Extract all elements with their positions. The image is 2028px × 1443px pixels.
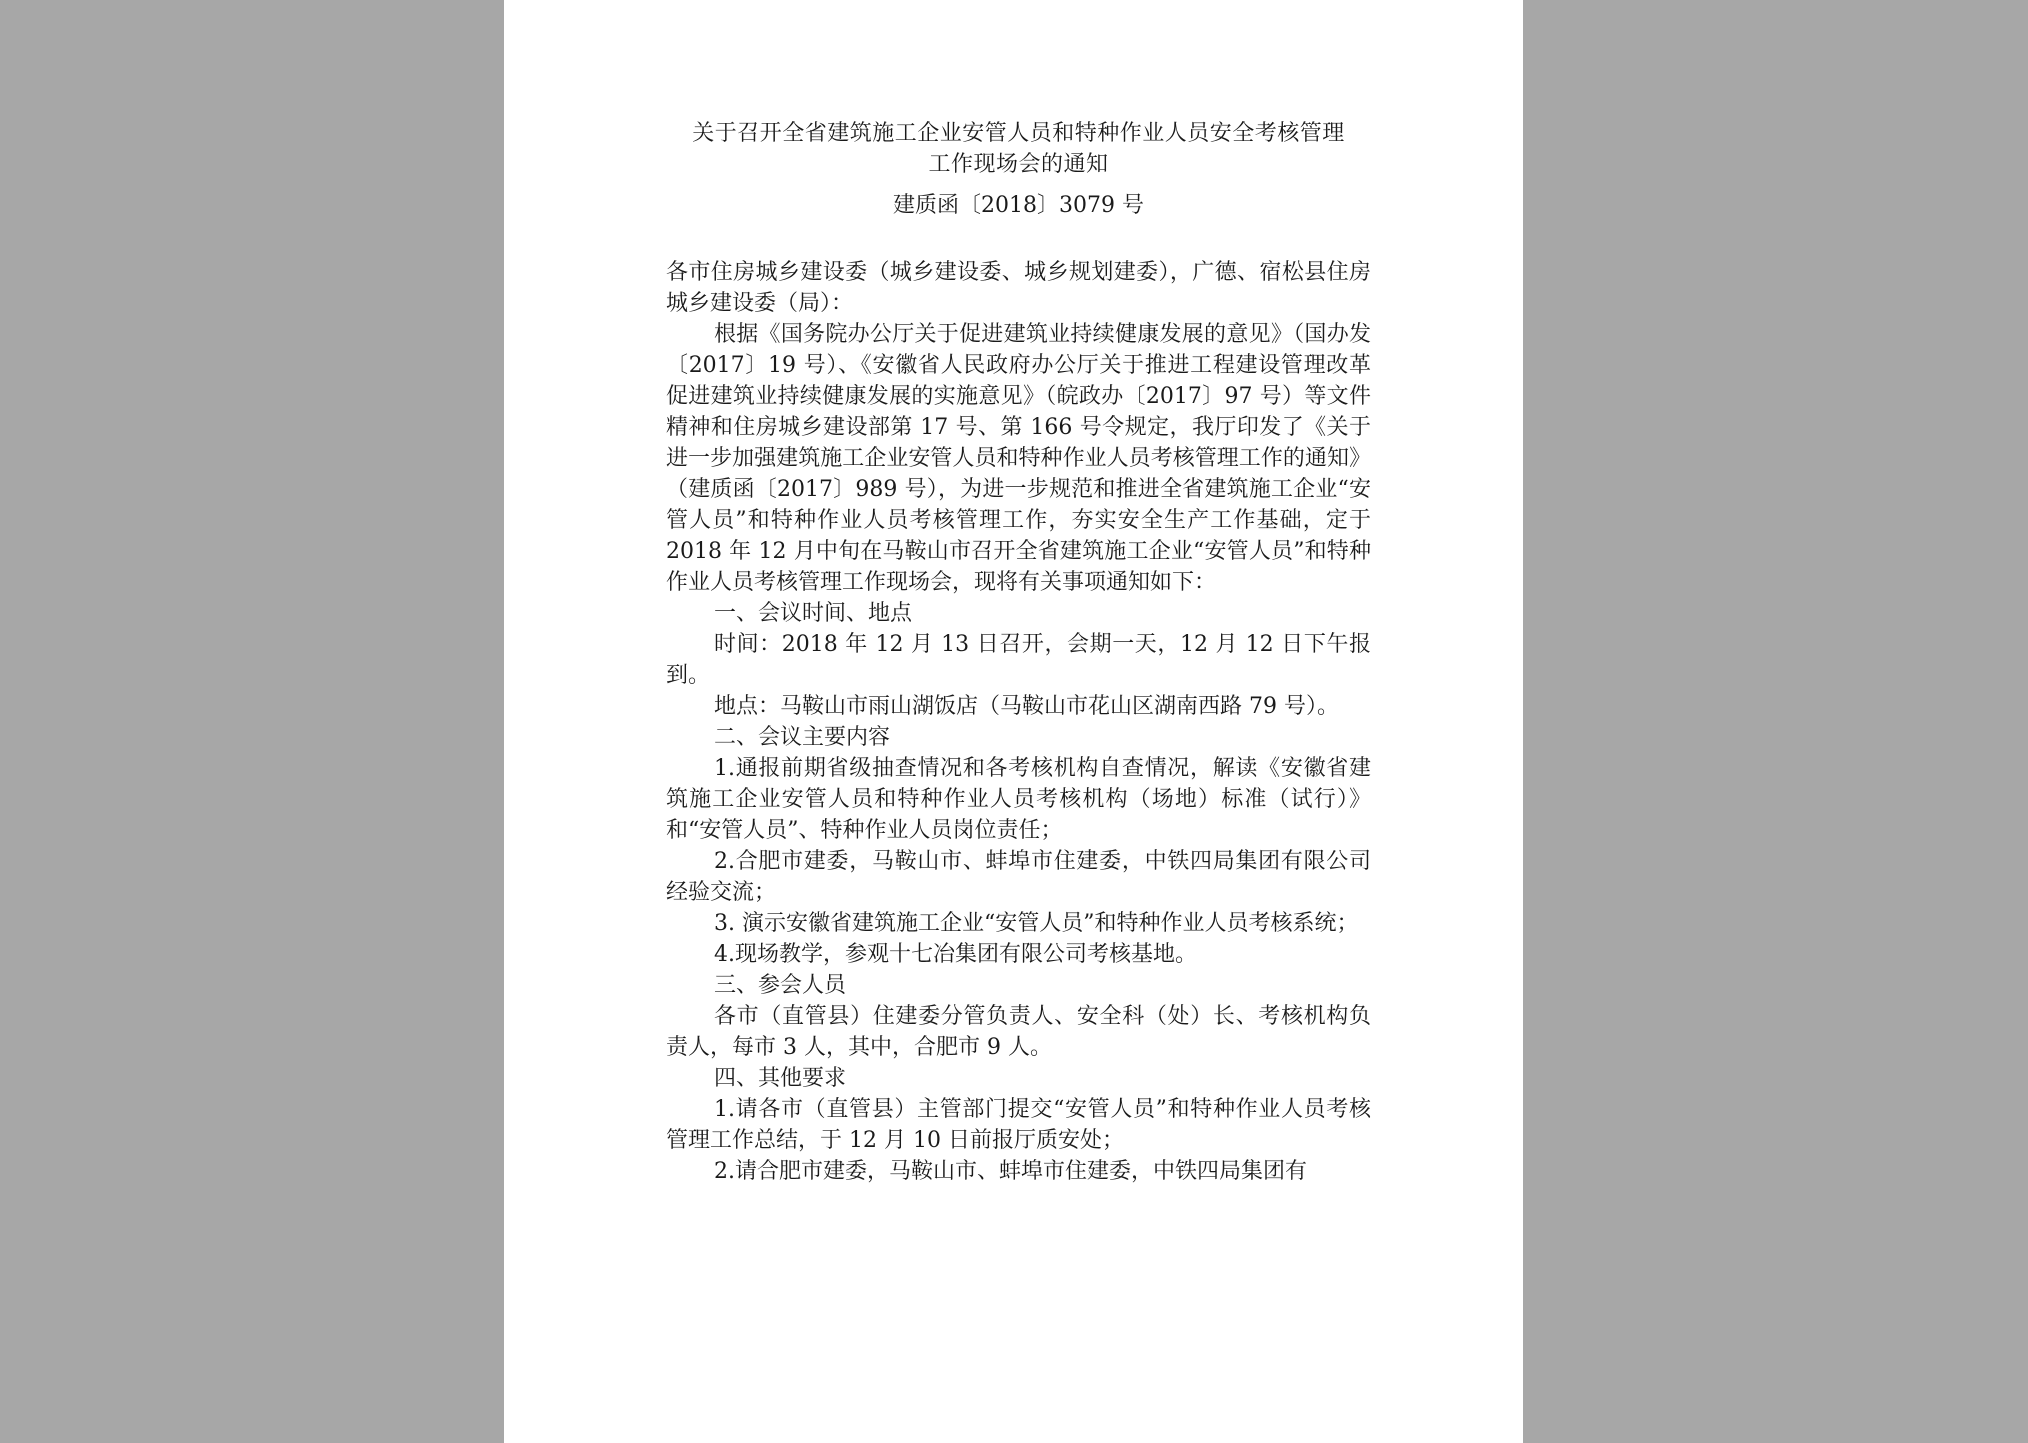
document-title — [666, 118, 1371, 180]
content-item-1: 1.通报前期省级抽查情况和各考核机构自查情况，解读《安徽省建筑施工企业安管人员和特种作业人员考核机构（场地）标准（试行）》和“安管人员”、特种作业人员岗位责任； — [666, 756, 1371, 843]
meeting-time: 时间：2018 年 12 月 13 日召开，会期一天，12 月 12 日下午报到。 — [666, 632, 1371, 688]
requirement-item-1: 1.请各市（直管县）主管部门提交“安管人员”和特种作业人员考核管理工作总结，于 12 月 10 日前报厅质安处； — [666, 1097, 1371, 1153]
requirement-item-2: 2.请合肥市建委，马鞍山市、蚌埠市住建委，中铁四局集团有 — [714, 1159, 1307, 1184]
section-heading-attendees: 三、参会人员 — [714, 973, 847, 998]
document-number: 建质函〔2018〕3079 号 — [893, 193, 1144, 218]
attendees-body: 各市（直管县）住建委分管负责人、安全科（处）长、考核机构负责人，每市 3 人，其中，合肥市 9 人。 — [666, 1004, 1371, 1060]
content-item-4: 4.现场教学，参观十七冶集团有限公司考核基地。 — [714, 942, 1197, 967]
section-heading-other-requirements: 四、其他要求 — [714, 1066, 847, 1091]
meeting-place: 地点：马鞍山市雨山湖饭店（马鞍山市花山区湖南西路 79 号）。 — [714, 694, 1339, 719]
content-item-2: 2.合肥市建委，马鞍山市、蚌埠市住建委，中铁四局集团有限公司经验交流； — [666, 849, 1371, 905]
title-line-2: 工作现场会的通知 — [928, 152, 1109, 177]
title-line-1: 关于召开全省建筑施工企业安管人员和特种作业人员安全考核管理 — [692, 121, 1345, 146]
document-page — [504, 0, 1523, 1443]
intro-paragraph: 根据《国务院办公厅关于促进建筑业持续健康发展的意见》（国办发〔2017〕19 号）、《安徽省人民政府办公厅关于推进工程建设管理改革促进建筑业持续健康发展的实施意见》（皖政办〔2017〕97 号）等文件精神和住房城乡建设部第 17 号、第 166 号令规定，我厅印发了《关于进一步加强建筑施工企业安管人员和特种作业人员考核管理工作的通知》（建质函〔2017〕989 号），为进一步规范和推进全省建筑施工企业“安管人员”和特种作业人员考核管理工作，夯实安全生产工作基础，定于 2018 年 12 月中旬在马鞍山市召开全省建筑施工企业“安管人员”和特种作业人员考核管理工作现场会，现将有关事项通知如下： — [666, 322, 1371, 595]
section-heading-meeting-time-place: 一、会议时间、地点 — [714, 601, 913, 626]
section-heading-meeting-content: 二、会议主要内容 — [714, 725, 891, 750]
content-item-3: 3. 演示安徽省建筑施工企业“安管人员”和特种作业人员考核系统； — [714, 911, 1359, 936]
addressee: 各市住房城乡建设委（城乡建设委、城乡规划建委），广德、宿松县住房城乡建设委（局）： — [666, 260, 1371, 316]
page-content — [666, 118, 1371, 1187]
